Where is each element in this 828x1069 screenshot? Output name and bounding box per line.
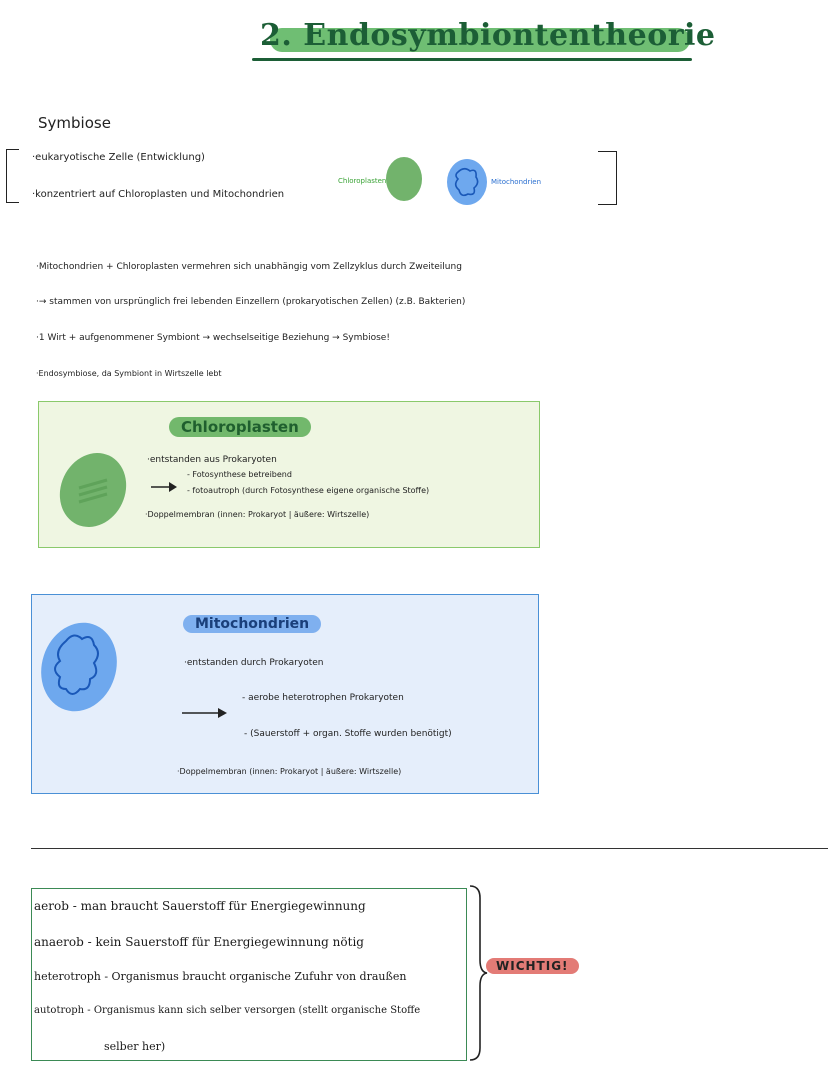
chloroplast-origin: ·entstanden aus Prokaryoten: [147, 455, 277, 465]
chloroplast-box: [38, 401, 540, 548]
chloroplast-small-label: Chloroplasten: [338, 177, 387, 185]
curly-brace: [468, 884, 488, 1062]
mitochondria-box: [31, 594, 539, 794]
definition-heterotroph: heterotroph - Organismus braucht organische Zufuhr von draußen: [34, 970, 407, 983]
mitochondria-detail-1: - aerobe heterotrophen Prokaryoten: [242, 693, 404, 703]
mitochondria-detail-2: - (Sauerstoff + organ. Stoffe wurden benötigt): [244, 729, 452, 739]
mitochondria-origin: ·entstanden durch Prokaryoten: [184, 658, 324, 668]
left-bracket: [6, 149, 19, 203]
chloroplast-small-icon: [386, 157, 422, 201]
definition-aerob: aerob - man braucht Sauerstoff für Energiegewinnung: [34, 899, 366, 913]
chloroplast-detail-1: - Fotosynthese betreibend: [187, 470, 292, 479]
note-line-2: ·→ stammen von ursprünglich frei lebenden Einzellern (prokaryotischen Zellen) (z.B. Bakterien): [36, 297, 466, 307]
mitochondria-membrane: ·Doppelmembran (innen: Prokaryot | äußere: Wirtszelle): [177, 767, 402, 776]
intro-line-2: ·konzentriert auf Chloroplasten und Mitochondrien: [32, 189, 285, 200]
page-title-block: [250, 14, 716, 64]
arrow-right-icon: [182, 706, 230, 720]
mitochondrion-small-icon: [446, 158, 488, 206]
definitions-box: [31, 888, 467, 1061]
chloroplast-heading: Chloroplasten: [169, 417, 311, 437]
intro-line-1: ·eukaryotische Zelle (Entwicklung): [32, 152, 205, 163]
chloroplast-detail-2: - fotoautroph (durch Fotosynthese eigene organische Stoffe): [187, 486, 430, 495]
definition-anaerob: anaerob - kein Sauerstoff für Energiegewinnung nötig: [34, 935, 364, 949]
note-line-4: ·Endosymbiose, da Symbiont in Wirtszelle lebt: [36, 369, 222, 378]
symbiose-heading: Symbiose: [38, 114, 111, 132]
note-line-1: ·Mitochondrien + Chloroplasten vermehren sich unabhängig vom Zellzyklus durch Zweiteilung: [36, 262, 462, 272]
definition-autotroph-cont: selber her): [104, 1040, 166, 1053]
note-line-3: ·1 Wirt + aufgenommener Symbiont → wechselseitige Beziehung → Symbiose!: [36, 333, 390, 343]
title-underline: [252, 58, 692, 61]
chloroplast-icon: [57, 450, 129, 530]
definition-autotroph: autotroph - Organismus kann sich selber versorgen (stellt organische Stoffe: [34, 1005, 421, 1016]
right-bracket: [598, 151, 617, 205]
page-title: 2. Endosymbiontentheorie: [260, 18, 716, 53]
mitochondria-heading: Mitochondrien: [183, 615, 321, 633]
important-badge: WICHTIG!: [486, 958, 579, 974]
mitochondrion-small-label: Mitochondrien: [491, 178, 542, 186]
mitochondrion-icon: [38, 619, 120, 715]
section-divider: [31, 848, 828, 849]
chloroplast-membrane: ·Doppelmembran (innen: Prokaryot | äußere: Wirtszelle): [145, 510, 370, 519]
arrow-right-icon: [151, 480, 179, 494]
